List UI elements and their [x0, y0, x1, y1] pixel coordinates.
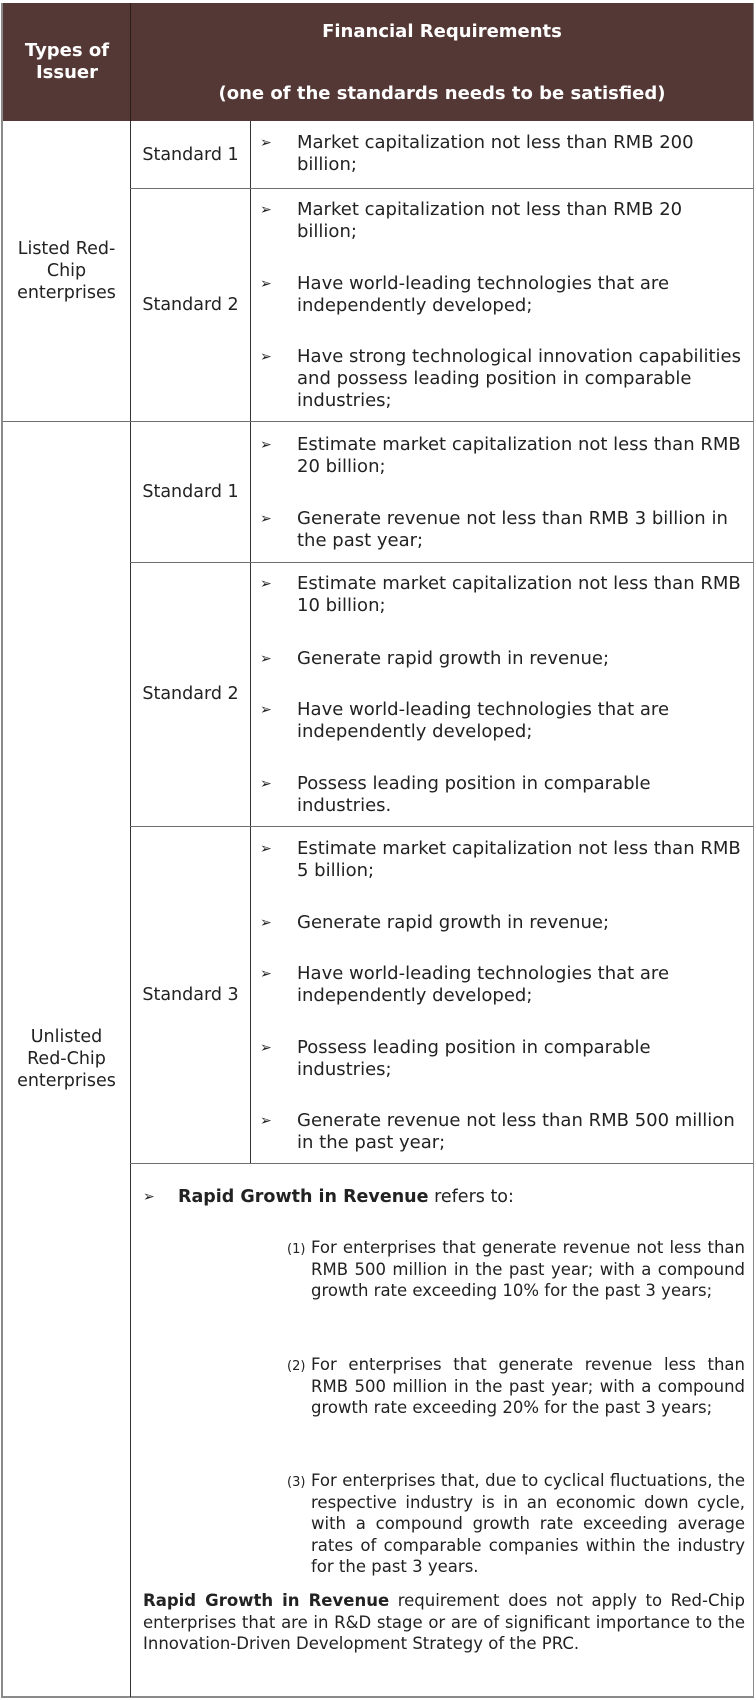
rapid-growth-exemption: Rapid Growth in Revenue requirement does not apply to Red-Chip enterprises that are in R&D stage or are of significant importance to the Innovation-Driven Development Strategy of the PRC. — [143, 1591, 745, 1653]
arrowhead-bullet-icon: ➢ — [260, 135, 272, 151]
arrowhead-bullet-icon: ➢ — [260, 1113, 272, 1129]
arrowhead-bullet-icon: ➢ — [260, 915, 272, 931]
type-listed-red-chip: Listed Red-Chip enterprises — [17, 239, 116, 303]
header-financial-title: Financial Requirements — [322, 21, 562, 42]
header-col-types — [3, 3, 131, 121]
arrowhead-bullet-icon: ➢ — [260, 841, 272, 857]
header-financial-subtitle: (one of the standards needs to be satisfied) — [218, 83, 666, 104]
arrowhead-bullet-icon: ➢ — [260, 276, 272, 292]
unlisted-standard-1: Standard 1 — [142, 481, 239, 502]
arrowhead-bullet-icon: ➢ — [143, 1189, 155, 1205]
unlisted-standard-2: Standard 2 — [142, 684, 239, 704]
arrowhead-bullet-icon: ➢ — [260, 202, 272, 218]
unlisted-standard-3: Standard 3 — [142, 984, 239, 1005]
arrowhead-bullet-icon: ➢ — [260, 1040, 272, 1056]
arrowhead-bullet-icon: ➢ — [260, 702, 272, 718]
rapid-growth-point-1: (1) For enterprises that generate revenue not less than RMB 500 million in the past year; with a compound growth rate exceeding 10% for the past 3 years; — [287, 1238, 745, 1300]
arrowhead-bullet-icon: ➢ — [260, 576, 272, 592]
arrowhead-bullet-icon: ➢ — [260, 511, 272, 527]
listed-standard-2: Standard 2 — [142, 294, 239, 315]
type-unlisted-red-chip: Unlisted Red-Chip enterprises — [17, 1027, 116, 1091]
rapid-growth-point-3: (3) For enterprises that, due to cyclical fluctuations, the respective industry is in an economic down cycle, with a compound growth rate exceeding average rates of comparable companies within the industry for the past 3 years. — [287, 1471, 745, 1576]
header-col-financial — [131, 3, 753, 121]
header-types-label: Types of Issuer — [24, 40, 110, 83]
rapid-growth-point-2: (2) For enterprises that generate revenue less than RMB 500 million in the past year; with a compound growth rate exceeding 20% for the past 3 years; — [287, 1355, 745, 1417]
arrowhead-bullet-icon: ➢ — [260, 437, 272, 453]
arrowhead-bullet-icon: ➢ — [260, 349, 272, 365]
arrowhead-bullet-icon: ➢ — [260, 966, 272, 982]
listed-standard-1: Standard 1 — [142, 144, 239, 165]
arrowhead-bullet-icon: ➢ — [260, 651, 272, 667]
arrowhead-bullet-icon: ➢ — [260, 776, 272, 792]
